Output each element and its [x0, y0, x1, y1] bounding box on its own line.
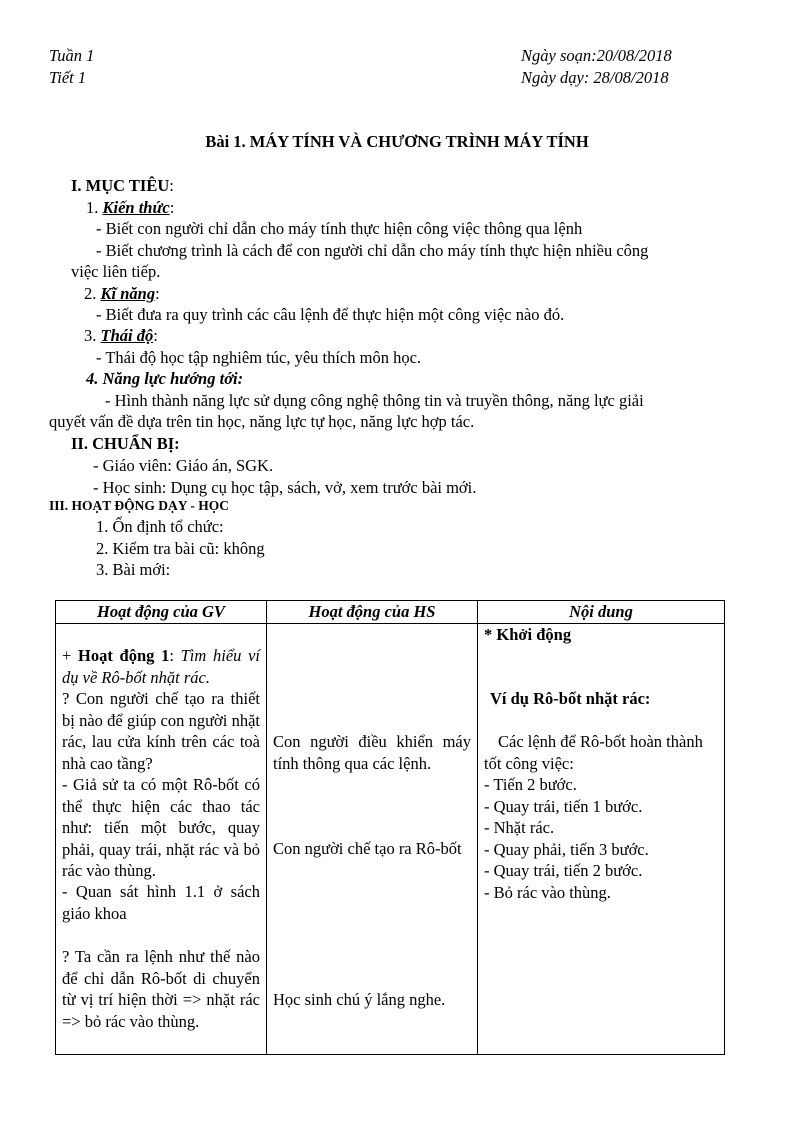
- gv-question-1: ? Con người chế tạo ra thiết bị nào để giúp con người nhặt rác, lau cửa kính trên các toà nhà cao tầng?: [62, 689, 260, 773]
- week-label: Tuần 1: [49, 46, 95, 65]
- objectives-heading: I. MỤC TIÊU:: [71, 176, 174, 195]
- objectives-heading-text: I. MỤC TIÊU: [71, 176, 170, 195]
- list-item: - Quay phải, tiến 3 bước.: [484, 839, 649, 859]
- list-item: - Quay trái, tiến 2 bước.: [484, 861, 643, 880]
- activities-step-3: 3. Bài mới:: [96, 560, 171, 579]
- gv-activity-title: [62, 645, 260, 688]
- gv-activity-sep: :: [169, 646, 181, 665]
- gv-activity-prefix: +: [62, 646, 78, 665]
- preparation-student: - Học sinh: Dụng cụ học tập, sách, vở, xem trước bài mới.: [93, 478, 477, 497]
- gv-cell: [56, 624, 267, 1055]
- skills-heading: 2. Kĩ năng:: [84, 284, 160, 303]
- gv-activity-label: Hoạt động 1: [78, 646, 170, 665]
- skills-num: 2.: [84, 284, 101, 303]
- competence-item-1a: - Hình thành năng lực sử dụng công nghệ thông tin và truyền thông, năng lực giải: [105, 391, 644, 410]
- skills-item-1: - Biết đưa ra quy trình các câu lệnh để thực hiện một công việc nào đó.: [96, 305, 565, 324]
- period-label: Tiết 1: [49, 68, 87, 87]
- knowledge-num: 1.: [86, 198, 103, 217]
- lesson-title: Bài 1. MÁY TÍNH VÀ CHƯƠNG TRÌNH MÁY TÍNH: [205, 132, 589, 151]
- gv-paragraph-2: - Quan sát hình 1.1 ở sách giáo khoa: [62, 882, 260, 923]
- hs-answer-2: Con người chế tạo ra Rô-bốt: [273, 839, 462, 858]
- list-item: - Tiến 2 bước.: [484, 775, 577, 794]
- attitude-num: 3.: [84, 326, 101, 345]
- preparation-teacher: - Giáo viên: Giáo án, SGK.: [93, 456, 274, 475]
- list-item: - Nhặt rác.: [484, 818, 555, 837]
- attitude-label: Thái độ: [100, 326, 154, 345]
- activities-step-2: 2. Kiểm tra bài cũ: không: [96, 539, 265, 558]
- gv-activity-topic: Tìm hiểu ví dụ về Rô-bốt nhặt rác.: [62, 646, 260, 687]
- competence-heading: 4. Năng lực hướng tới:: [86, 369, 244, 388]
- competence-item-1b: quyết vấn đề dựa trên tin học, năng lực tự học, năng lực hợp tác.: [49, 412, 475, 431]
- skills-label: Kĩ năng: [100, 284, 156, 303]
- attitude-heading: 3. Thái độ:: [84, 326, 158, 345]
- table-row: [56, 624, 725, 1055]
- teach-date: Ngày dạy: 28/08/2018: [521, 68, 669, 87]
- header-hs: Hoạt động của HS: [267, 601, 478, 624]
- header-gv: Hoạt động của GV: [56, 601, 267, 624]
- content-example-title: Ví dụ Rô-bốt nhặt rác:: [490, 689, 651, 708]
- gv-paragraph-1: - Giả sử ta có một Rô-bốt có thể thực hiện các thao tác như: tiến một bước, quay phải, quay trái, nhặt rác và bỏ rác vào thùng.: [62, 775, 260, 880]
- list-item: - Bỏ rác vào thùng.: [484, 882, 611, 902]
- attitude-item-1: - Thái độ học tập nghiêm túc, yêu thích môn học.: [96, 348, 422, 367]
- hs-answer-3: Học sinh chú ý lắng nghe.: [273, 990, 446, 1009]
- hs-cell: [267, 624, 478, 1055]
- content-intro: Các lệnh để Rô-bốt hoàn thành tốt công việc:: [484, 732, 703, 773]
- header-content: Nội dung: [478, 601, 725, 624]
- list-item: - Quay trái, tiến 1 bước.: [484, 796, 643, 816]
- knowledge-heading: 1. Kiến thức:: [86, 198, 175, 217]
- content-warmup: * Khởi động: [484, 625, 572, 644]
- table-header-row: [56, 601, 725, 624]
- knowledge-item-2b: việc liên tiếp.: [71, 262, 161, 281]
- preparation-heading: II. CHUẨN BỊ:: [71, 434, 180, 453]
- knowledge-item-1: - Biết con người chỉ dẫn cho máy tính thực hiện công việc thông qua lệnh: [96, 219, 583, 238]
- gv-question-2: ? Ta cần ra lệnh như thế nào để chỉ dẫn Rô-bốt di chuyển từ vị trí hiện thời => nhặt rác => bỏ rác vào thùng.: [62, 947, 260, 1031]
- content-step-list: [484, 774, 649, 903]
- knowledge-item-2a: - Biết chương trình là cách để con người chỉ dẫn cho máy tính thực hiện nhiều công: [96, 241, 649, 260]
- content-cell: [478, 624, 725, 1055]
- activities-step-1: 1. Ổn định tổ chức:: [96, 517, 224, 536]
- knowledge-label: Kiến thức: [102, 198, 170, 217]
- hs-answer-1: Con người điều khiển máy tính thông qua các lệnh.: [273, 732, 471, 773]
- lesson-table: [55, 600, 725, 1055]
- activities-heading: III. HOẠT ĐỘNG DẠY - HỌC: [49, 498, 230, 513]
- prep-date: Ngày soạn:20/08/2018: [521, 46, 672, 65]
